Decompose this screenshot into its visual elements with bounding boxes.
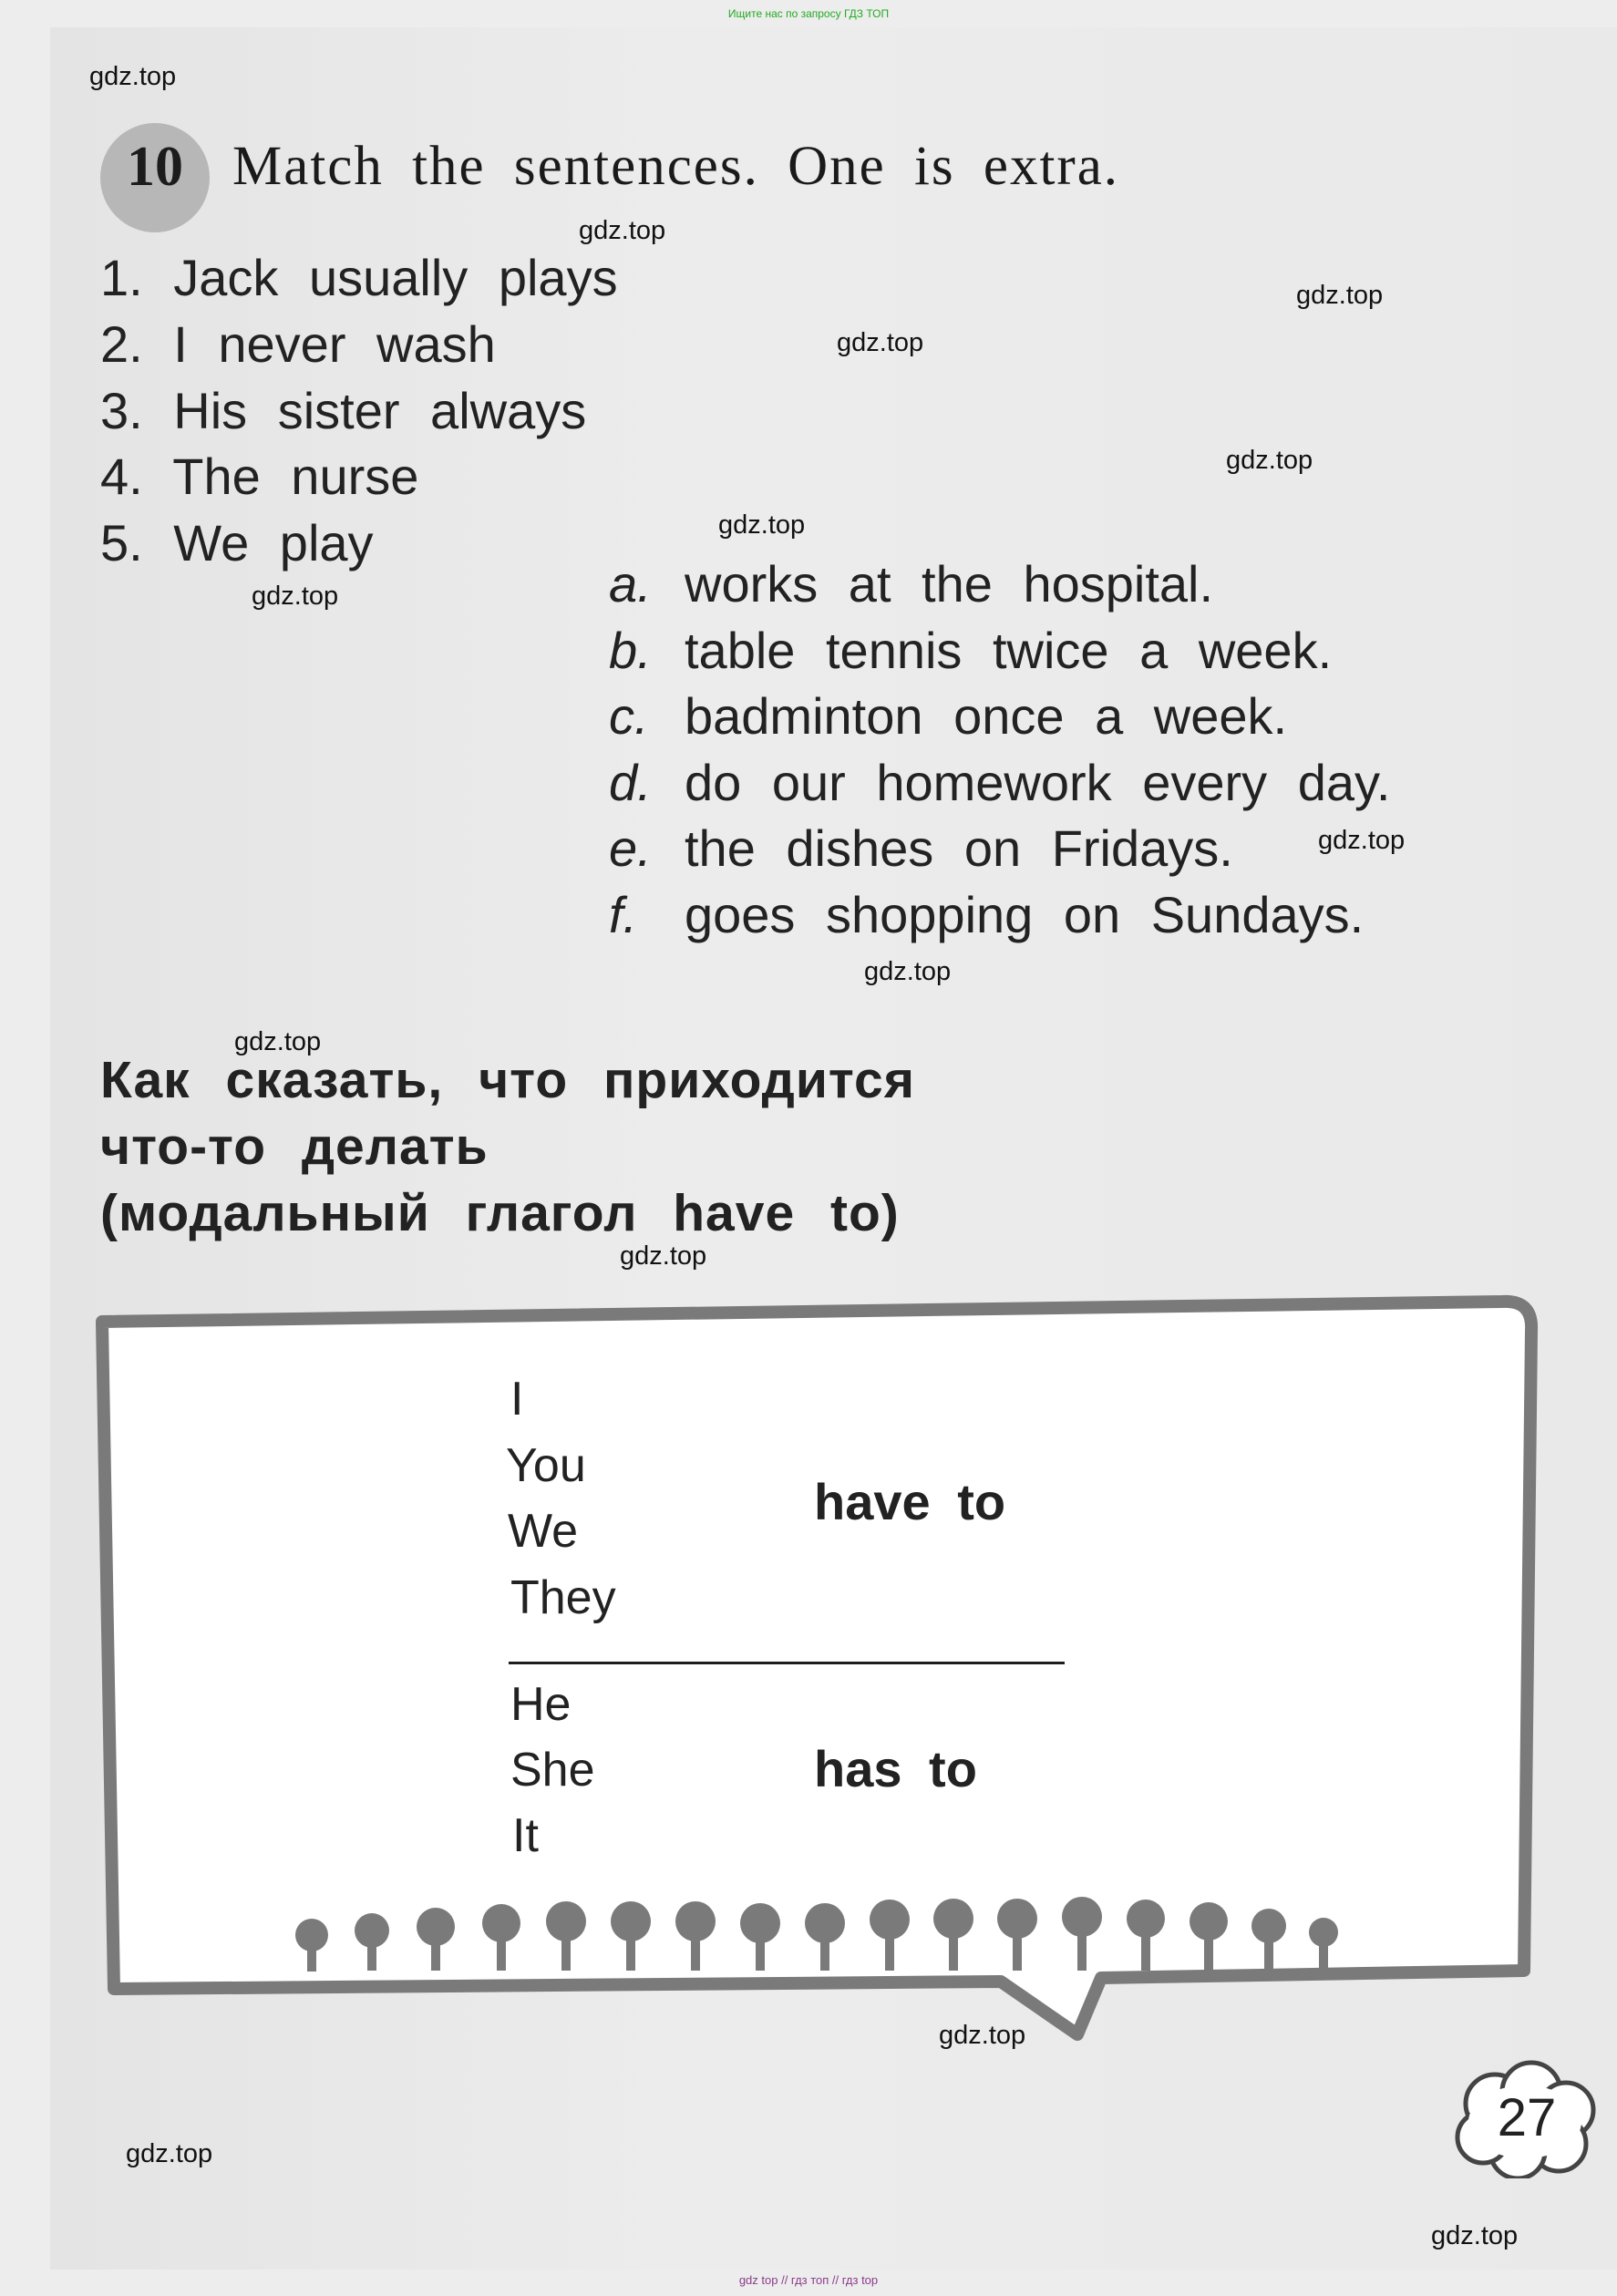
pronoun-you: You <box>506 1439 586 1492</box>
exercise-heading: Match the sentences. One is extra. <box>232 136 1120 197</box>
grammar-title-line-1: Как сказать, что приходится <box>100 1051 915 1109</box>
watermark: gdz.top <box>1318 826 1406 855</box>
ending-f: f. goes shopping on Sundays. <box>609 886 1365 943</box>
watermark: gdz.top <box>252 582 339 611</box>
exercise-number: 10 <box>127 136 183 198</box>
ending-c: c. badminton once a week. <box>609 687 1288 745</box>
sentence-3: 3. His sister always <box>100 382 587 439</box>
sentence-1: 1. Jack usually plays <box>100 249 618 306</box>
page-number: 27 <box>1497 2088 1557 2147</box>
watermark: gdz.top <box>620 1241 707 1271</box>
watermark: gdz.top <box>837 328 924 357</box>
sentence-4: 4. The nurse <box>100 448 419 505</box>
pronoun-she: She <box>510 1744 595 1797</box>
ending-e: e. the dishes on Fridays. <box>609 819 1233 877</box>
watermark: gdz.top <box>1226 446 1313 475</box>
pronoun-they: They <box>510 1571 616 1624</box>
watermark: gdz.top <box>126 2139 213 2168</box>
ending-d: d. do our homework every day. <box>609 754 1391 811</box>
pronoun-we: We <box>508 1505 579 1558</box>
verb-have-to: have to <box>814 1473 1006 1530</box>
sentence-2: 2. I never wash <box>100 315 496 373</box>
pronoun-he: He <box>510 1678 572 1731</box>
watermark: gdz.top <box>579 216 666 245</box>
bottom-banner: gdz top // гдз топ // гдз top <box>738 2273 879 2287</box>
top-banner: Ищите нас по запросу ГДЗ ТОП <box>727 7 890 20</box>
watermark: gdz.top <box>234 1027 322 1056</box>
grammar-title-line-2: что-то делать <box>100 1117 489 1176</box>
ending-b: b. table tennis twice a week. <box>609 622 1333 679</box>
grammar-title-line-3: (модальный глагол have to) <box>100 1184 900 1242</box>
watermark: gdz.top <box>864 957 952 986</box>
group-divider <box>509 1662 1065 1664</box>
sentence-5: 5. We play <box>100 514 374 571</box>
watermark: gdz.top <box>718 510 806 540</box>
watermark: gdz.top <box>1296 281 1384 310</box>
watermark: gdz.top <box>939 2021 1026 2050</box>
verb-has-to: has to <box>814 1740 977 1797</box>
watermark: gdz.top <box>89 62 177 91</box>
ending-a: a. works at the hospital. <box>609 555 1214 613</box>
pronoun-it: It <box>512 1809 539 1862</box>
watermark: gdz.top <box>1431 2221 1519 2250</box>
pronoun-i: I <box>510 1373 524 1426</box>
